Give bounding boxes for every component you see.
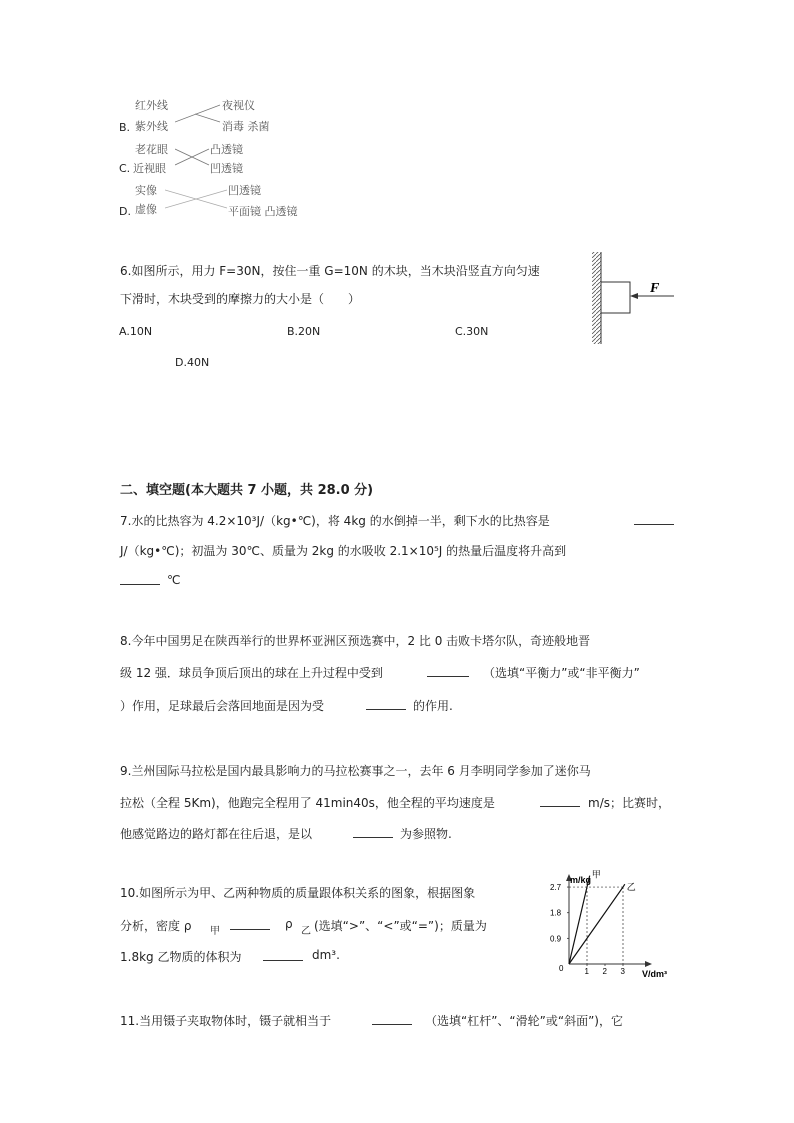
q9-blank-1 bbox=[540, 794, 580, 807]
option-c-left-2: 近视眼 bbox=[133, 162, 166, 175]
x-tick-label: 1 bbox=[584, 967, 589, 976]
section-2-heading: 二、填空题(本大题共 7 小题，共 28.0 分) bbox=[120, 483, 374, 498]
q6-line-1: 6.如图所示，用力 F=30N，按住一重 G=10N 的木块，当木块沿竖直方向匀速 bbox=[120, 264, 540, 278]
series-label-yi: 乙 bbox=[626, 883, 636, 894]
option-c-left-1: 老花眼 bbox=[135, 143, 168, 156]
series-line-jia bbox=[569, 876, 590, 964]
option-b-cross-lines bbox=[175, 100, 225, 128]
x-tick-label: 3 bbox=[620, 967, 625, 976]
y-axis-label: m/kg bbox=[570, 875, 592, 885]
option-b-letter: B. bbox=[119, 121, 131, 134]
y-tick-label: 0.9 bbox=[550, 934, 562, 944]
q6-option-a: A.10N bbox=[119, 325, 153, 338]
q10-line-3b: dm³. bbox=[312, 948, 340, 962]
option-d-left-2: 虚像 bbox=[135, 203, 157, 216]
q10-line-2b: ρ bbox=[285, 917, 293, 931]
q10-sub-1: 甲 bbox=[210, 926, 220, 937]
y-tick-label: 1.8 bbox=[550, 908, 562, 918]
force-arrow-head bbox=[630, 293, 638, 299]
q7-blank-2 bbox=[120, 572, 160, 585]
option-d-right-1: 凹透镜 bbox=[228, 184, 261, 197]
q11-line-1b: （选填“杠杆”、“滑轮”或“斜面”)，它 bbox=[425, 1014, 623, 1028]
wall-hatch bbox=[592, 252, 601, 344]
q10-blank-1 bbox=[230, 917, 270, 930]
series-label-jia: 甲 bbox=[591, 870, 601, 881]
q9-line-1: 9.兰州国际马拉松是国内最具影响力的马拉松赛事之一，去年 6 月李明同学参加了迷你马 bbox=[120, 764, 591, 778]
q8-line-2a: 级 12 强．球员争顶后顶出的球在上升过程中受到 bbox=[120, 666, 383, 680]
option-c-right-2: 凹透镜 bbox=[210, 162, 243, 175]
q9-line-3a: 他感觉路边的路灯都在往后退，是以 bbox=[120, 827, 313, 841]
option-c-right-1: 凸透镜 bbox=[210, 143, 243, 156]
q8-blank-2 bbox=[366, 697, 406, 710]
q9-line-2a: 拉松（全程 5Km)，他跑完全程用了 41min40s，他全程的平均速度是 bbox=[120, 796, 495, 810]
q7-line-1: 7.水的比热容为 4.2×10³J/（kg•℃)，将 4kg 的水倒掉一半，剩下水的比热容是 bbox=[120, 514, 550, 528]
option-d-letter: D. bbox=[119, 205, 131, 218]
q7-blank-1 bbox=[634, 512, 674, 525]
q8-line-2b: （选填“平衡力”或“非平衡力” bbox=[483, 666, 640, 680]
option-c-cross-lines bbox=[175, 145, 211, 169]
q9-blank-2 bbox=[353, 825, 393, 838]
q6-option-d: D.40N bbox=[175, 356, 210, 369]
q7-unit: ℃ bbox=[167, 573, 181, 587]
q6-option-c: C.30N bbox=[455, 325, 489, 338]
q8-line-3a: ）作用，足球最后会落回地面是因为受 bbox=[120, 699, 325, 713]
y-tick-label: 2.7 bbox=[550, 883, 562, 893]
q7-line-2: J/（kg•℃)；初温为 30℃、质量为 2kg 的水吸收 2.1×10⁵J 的热量后温度将升高到 bbox=[120, 544, 567, 558]
mass-volume-chart bbox=[548, 870, 678, 978]
force-label: F bbox=[650, 281, 660, 296]
x-tick-label: 2 bbox=[602, 967, 607, 976]
q10-line-1: 10.如图所示为甲、乙两种物质的质量跟体积关系的图象，根据图象 bbox=[120, 886, 476, 900]
q10-blank-2 bbox=[263, 948, 303, 961]
q8-line-3b: 的作用. bbox=[413, 699, 453, 713]
option-b-right-2: 消毒 杀菌 bbox=[222, 120, 270, 133]
q11-blank-1 bbox=[372, 1012, 412, 1025]
q9-line-3b: 为参照物. bbox=[400, 827, 452, 841]
q10-line-2c: (选填“>”、“<”或“=”)；质量为 bbox=[314, 919, 487, 933]
option-d-right-2: 平面镜 凸透镜 bbox=[228, 205, 298, 218]
option-b-left-2: 紫外线 bbox=[135, 120, 168, 133]
x-axis-arrow bbox=[645, 961, 652, 967]
q9-line-2b: m/s；比赛时， bbox=[588, 796, 670, 810]
x-tick-label: 0 bbox=[559, 964, 564, 973]
option-d-left-1: 实像 bbox=[135, 184, 157, 197]
q6-option-b: B.20N bbox=[287, 325, 321, 338]
q10-sub-2: 乙 bbox=[301, 926, 311, 937]
wall-block-force-diagram bbox=[588, 250, 688, 346]
q6-line-2: 下滑时，木块受到的摩擦力的大小是（ ） bbox=[120, 292, 361, 306]
option-d-cross-lines bbox=[165, 186, 230, 214]
x-axis-label: V/dm³ bbox=[642, 969, 668, 978]
option-b-left-1: 红外线 bbox=[135, 99, 168, 112]
option-c-letter: C. bbox=[119, 162, 131, 175]
option-b-right-1: 夜视仪 bbox=[222, 99, 255, 112]
series-line-yi bbox=[569, 884, 625, 964]
q8-line-1: 8.今年中国男足在陕西举行的世界杯亚洲区预选赛中，2 比 0 击败卡塔尔队，奇迹般地晋 bbox=[120, 634, 591, 648]
q11-line-1a: 11.当用镊子夹取物体时，镊子就相当于 bbox=[120, 1014, 332, 1028]
q10-line-3a: 1.8kg 乙物质的体积为 bbox=[120, 950, 242, 964]
q8-blank-1 bbox=[427, 664, 469, 677]
q10-line-2a: 分析，密度 ρ bbox=[120, 919, 192, 933]
wooden-block bbox=[601, 282, 630, 313]
